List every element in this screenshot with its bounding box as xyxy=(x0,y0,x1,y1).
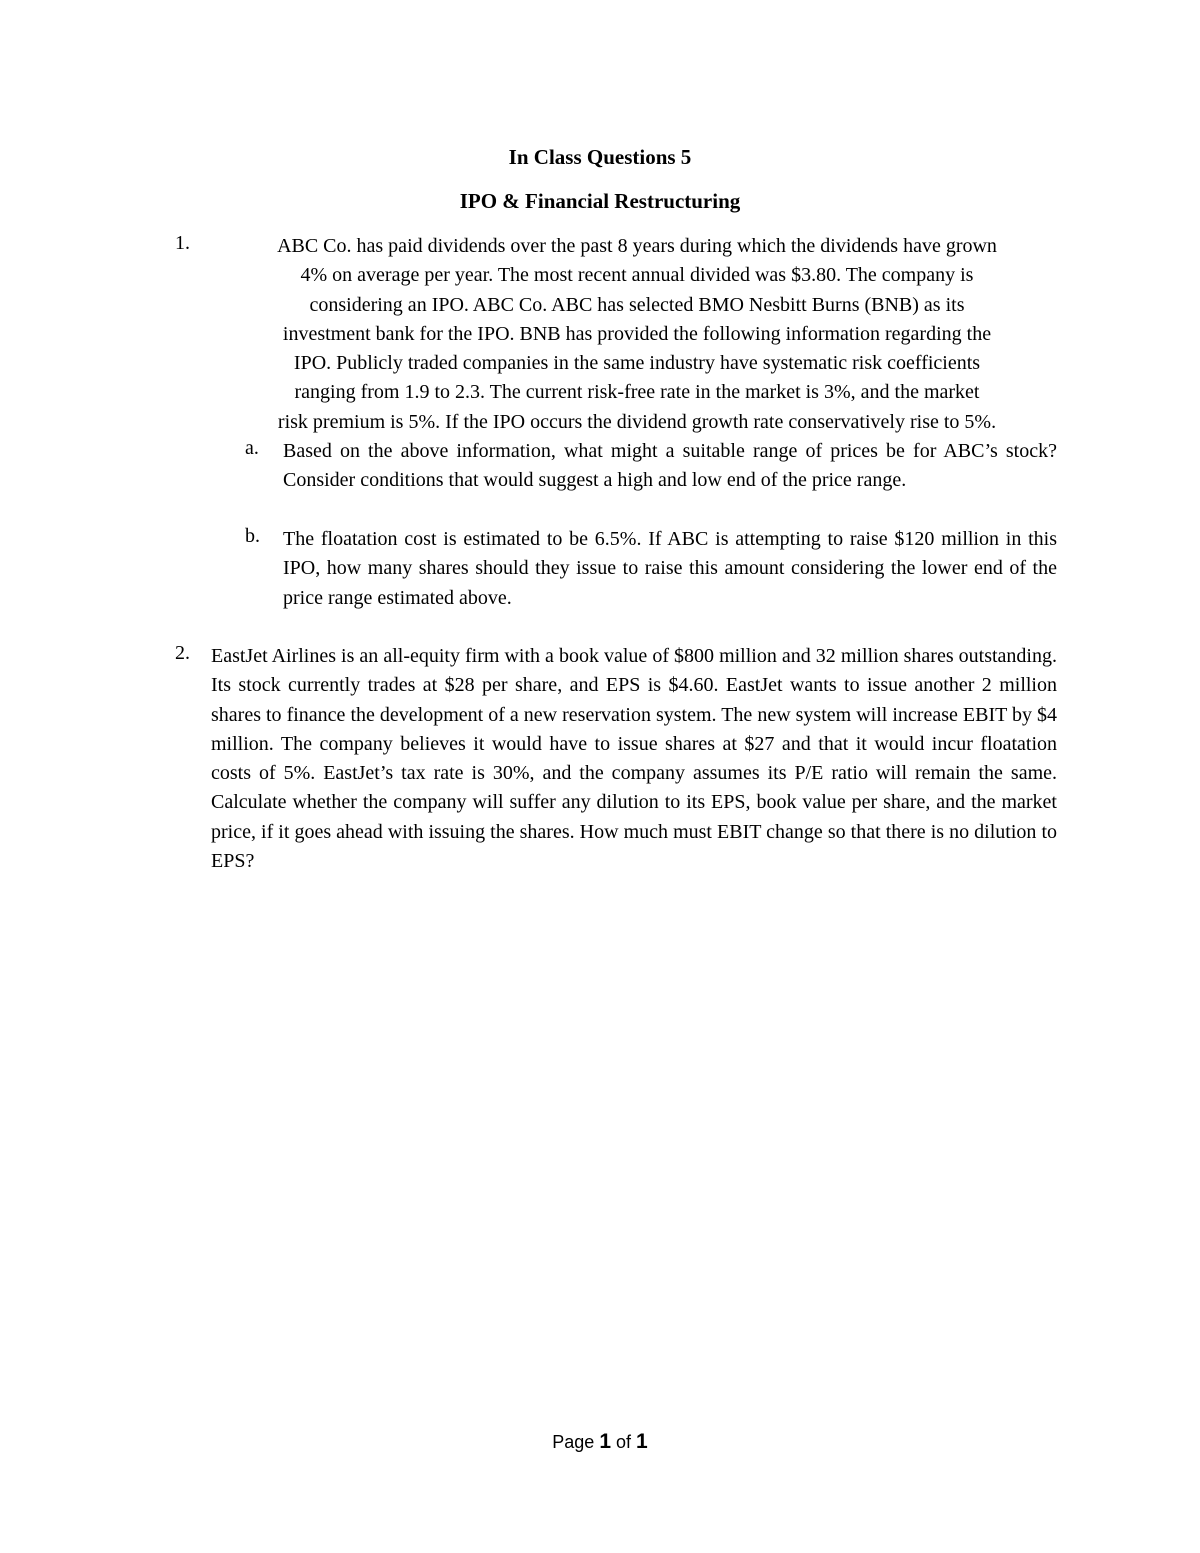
question-1b-text: The floatation cost is estimated to be 6.5%. If ABC is attempting to raise $120 million in this IPO, how many shares should they issue to raise this amount considering the lower end of the price range estimated above. xyxy=(283,528,1057,609)
question-1-line: risk premium is 5%. If the IPO occurs the dividend growth rate conservatively rise to 5%. xyxy=(277,410,997,433)
question-1b-letter: b. xyxy=(245,525,260,547)
question-1-number: 1. xyxy=(175,232,190,254)
question-1-line: investment bank for the IPO. BNB has provided the following information regarding the xyxy=(282,322,992,345)
question-1a-text: Based on the above information, what might a suitable range of prices be for ABC’s stock? Consider conditions that would suggest a high and low end of the price range. xyxy=(283,440,1057,492)
question-1-text xyxy=(211,232,1063,437)
question-1-line: considering an IPO. ABC Co. ABC has selected BMO Nesbitt Burns (BNB) as its xyxy=(309,293,965,316)
question-1-line: ABC Co. has paid dividends over the past 8 years during which the dividends have grown xyxy=(277,235,997,257)
question-1-line: 4% on average per year. The most recent annual divided was $3.80. The company is xyxy=(300,264,974,287)
document-subtitle: IPO & Financial Restructuring xyxy=(459,189,741,213)
question-2-text: EastJet Airlines is an all-equity firm with a book value of $800 million and 32 million shares outstanding. Its stock currently trades at $28 per share, and EPS is $4.60. EastJet wants to issue another 2 million shares to finance the development of a new reservation system. The new system will increase EBIT by $4 million. The company believes it would have to issue shares at $27 and that it would incur floatation costs of 5%. EastJet’s tax rate is 30%, and the company assumes its P/E ratio will remain the same. Calculate whether the company will suffer any dilution to its EPS, book value per share, and the market price, if it goes ahead with issuing the shares. How much must EBIT change so that there is no dilution to EPS? xyxy=(211,645,1057,873)
of-label: of xyxy=(616,1432,632,1452)
page-total: 1 xyxy=(636,1430,648,1453)
question-1a-letter: a. xyxy=(245,437,259,459)
document-title: In Class Questions 5 xyxy=(508,145,692,169)
question-2-number: 2. xyxy=(175,642,190,664)
page-number: 1 xyxy=(599,1430,611,1453)
question-1-line: ranging from 1.9 to 2.3. The current risk-free rate in the market is 3%, and the market xyxy=(294,381,980,404)
question-1-line: IPO. Publicly traded companies in the same industry have systematic risk coefficients xyxy=(293,352,981,375)
page-footer xyxy=(0,1430,1200,1454)
page-label: Page xyxy=(552,1432,595,1452)
